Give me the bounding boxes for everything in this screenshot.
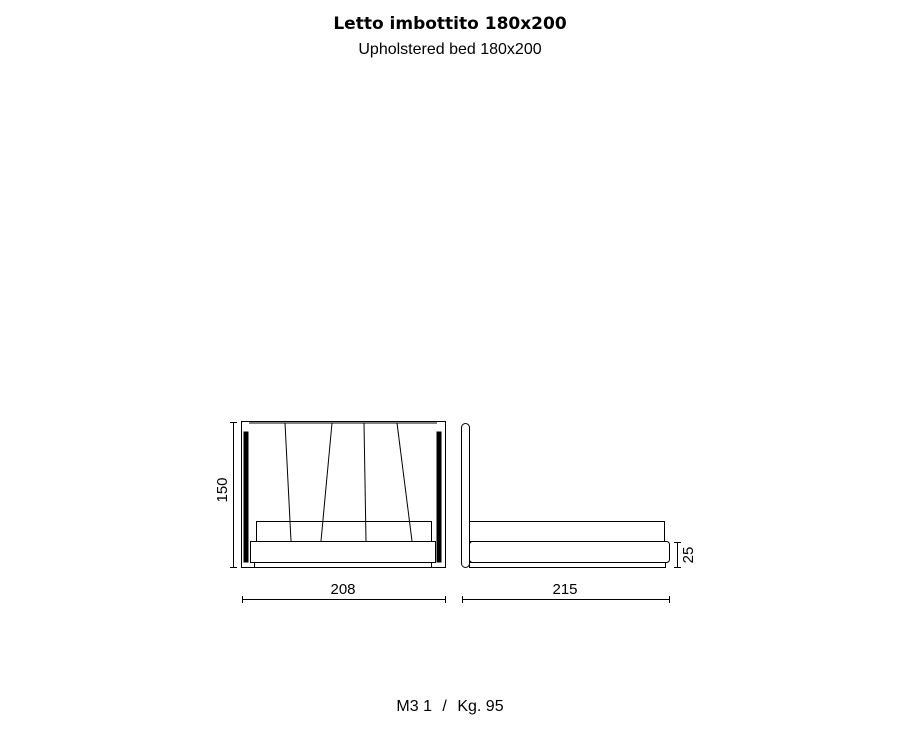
headboard-right-post	[437, 432, 441, 562]
footer-info	[0, 698, 900, 716]
headboard-left-post	[244, 432, 248, 562]
headboard-panel-line-4	[397, 423, 412, 541]
front-mattress	[257, 522, 432, 542]
headboard-outline	[242, 422, 446, 568]
side-length-dimension-label: 215	[552, 581, 578, 598]
headboard-panel-line-1	[285, 423, 291, 541]
headboard-panel-line-2	[321, 423, 332, 541]
page-subtitle: Upholstered bed 180x200	[358, 41, 542, 58]
mattress-height-dimension-label: 25	[680, 546, 697, 564]
front-bed-base	[251, 542, 436, 563]
dimension-lines	[230, 422, 681, 603]
front-bed-foot	[255, 563, 432, 568]
side-view	[462, 424, 670, 568]
side-mattress	[470, 522, 665, 542]
front-view	[242, 422, 446, 568]
footer-separator: /	[442, 698, 447, 715]
side-bed-base	[470, 542, 670, 563]
height-dimension-label: 150	[214, 477, 231, 503]
model-code: M3 1	[396, 698, 432, 715]
headboard-panel-line-3	[364, 423, 366, 541]
side-bed-foot	[470, 563, 666, 568]
weight-value: Kg. 95	[457, 698, 504, 715]
front-width-dimension-label: 208	[330, 581, 356, 598]
page-title: Letto imbottito 180x200	[333, 14, 567, 34]
side-headboard	[462, 424, 470, 568]
